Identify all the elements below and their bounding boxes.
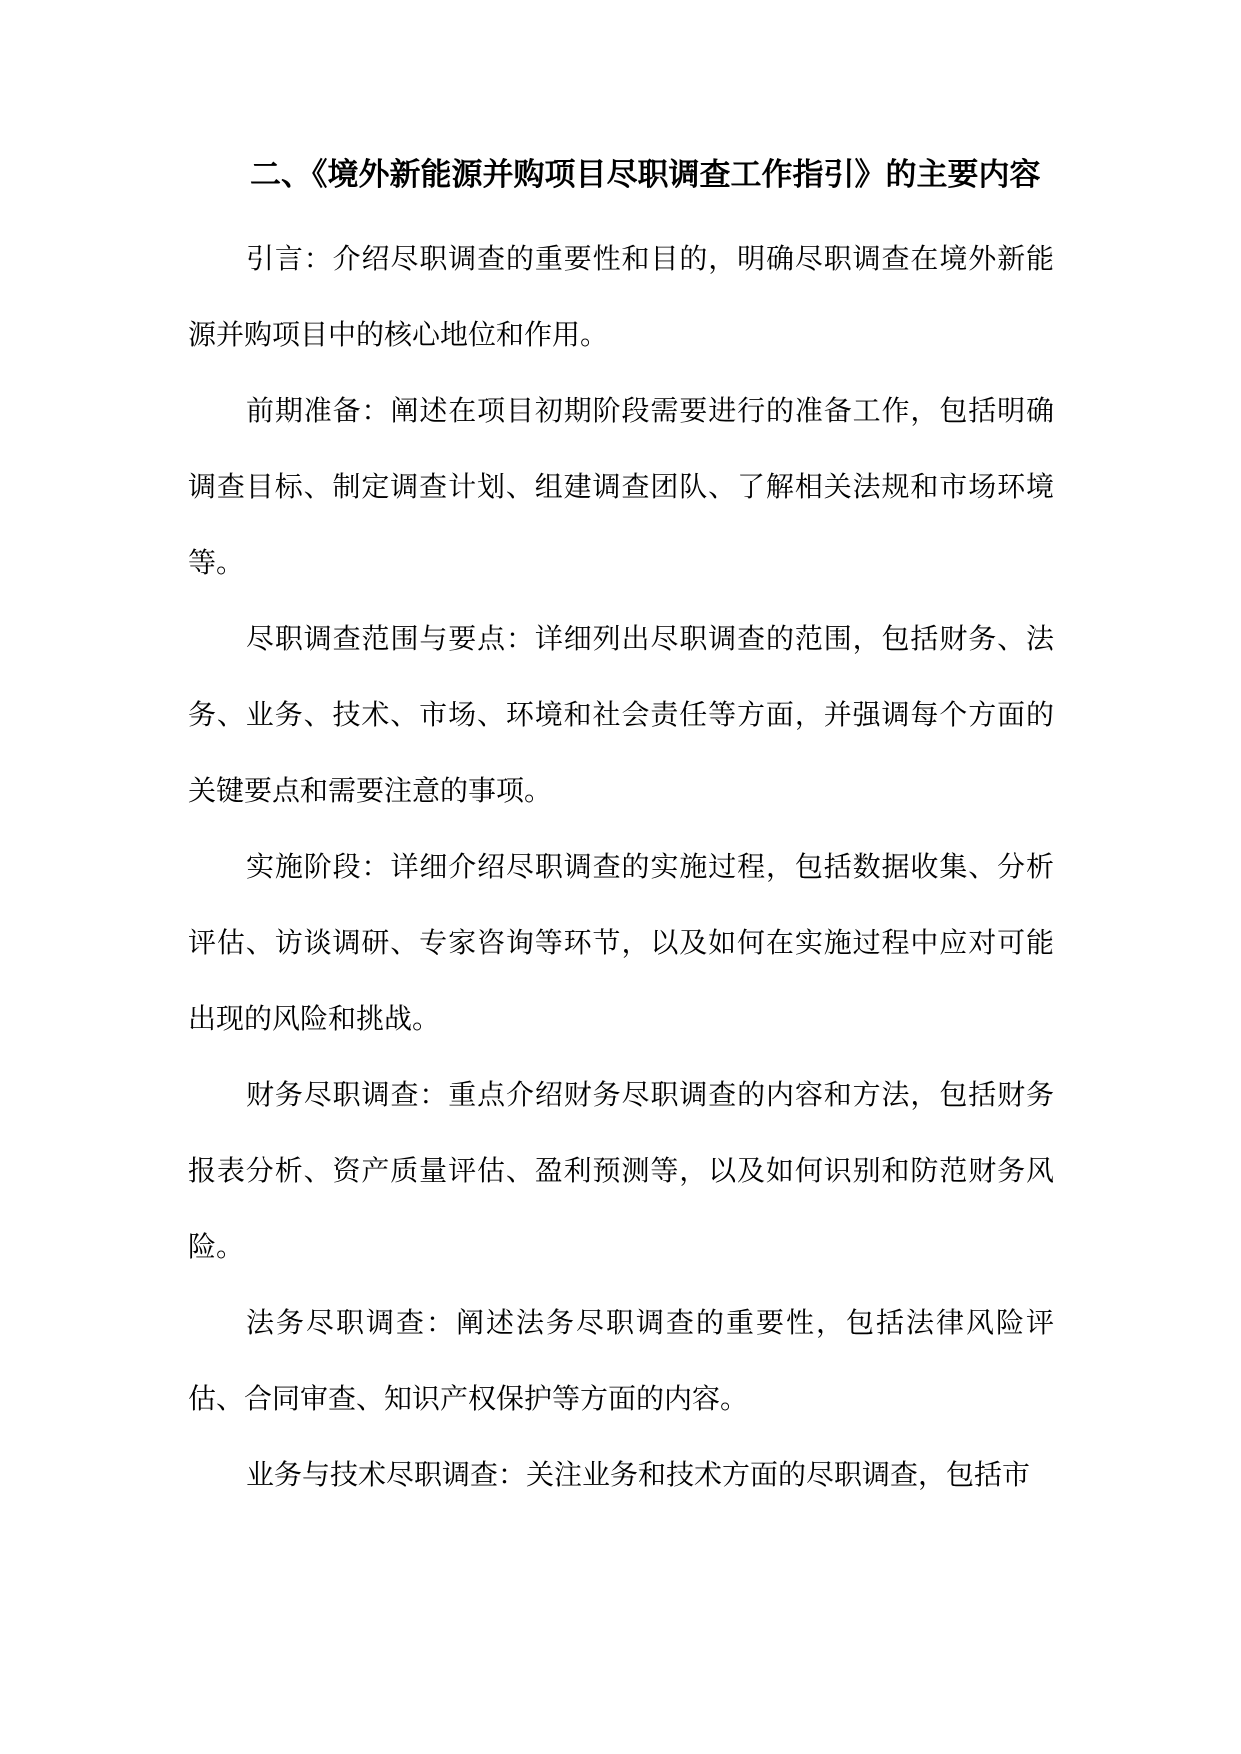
paragraph-implementation: 实施阶段：详细介绍尽职调查的实施过程，包括数据收集、分析评估、访谈调研、专家咨询等环节，以及如何在实施过程中应对可能出现的风险和挑战。: [188, 850, 1054, 1035]
section-heading: 二、《境外新能源并购项目尽职调查工作指引》的主要内容: [250, 157, 1041, 193]
paragraph-business-technical: 业务与技术尽职调查：关注业务和技术方面的尽职调查，包括市: [246, 1458, 1031, 1491]
paragraph-introduction: 引言：介绍尽职调查的重要性和目的，明确尽职调查在境外新能源并购项目中的核心地位和作用。: [188, 242, 1054, 351]
paragraph-scope: 尽职调查范围与要点：详细列出尽职调查的范围，包括财务、法务、业务、技术、市场、环境和社会责任等方面，并强调每个方面的关键要点和需要注意的事项。: [188, 622, 1054, 807]
document-body: [188, 136, 1054, 1513]
paragraph-legal: 法务尽职调查：阐述法务尽职调查的重要性，包括法律风险评估、合同审查、知识产权保护等方面的内容。: [188, 1306, 1054, 1415]
paragraph-preparation: 前期准备：阐述在项目初期阶段需要进行的准备工作，包括明确调查目标、制定调查计划、组建调查团队、了解相关法规和市场环境等。: [188, 394, 1054, 579]
paragraph-financial: 财务尽职调查：重点介绍财务尽职调查的内容和方法，包括财务报表分析、资产质量评估、盈利预测等，以及如何识别和防范财务风险。: [188, 1078, 1054, 1263]
